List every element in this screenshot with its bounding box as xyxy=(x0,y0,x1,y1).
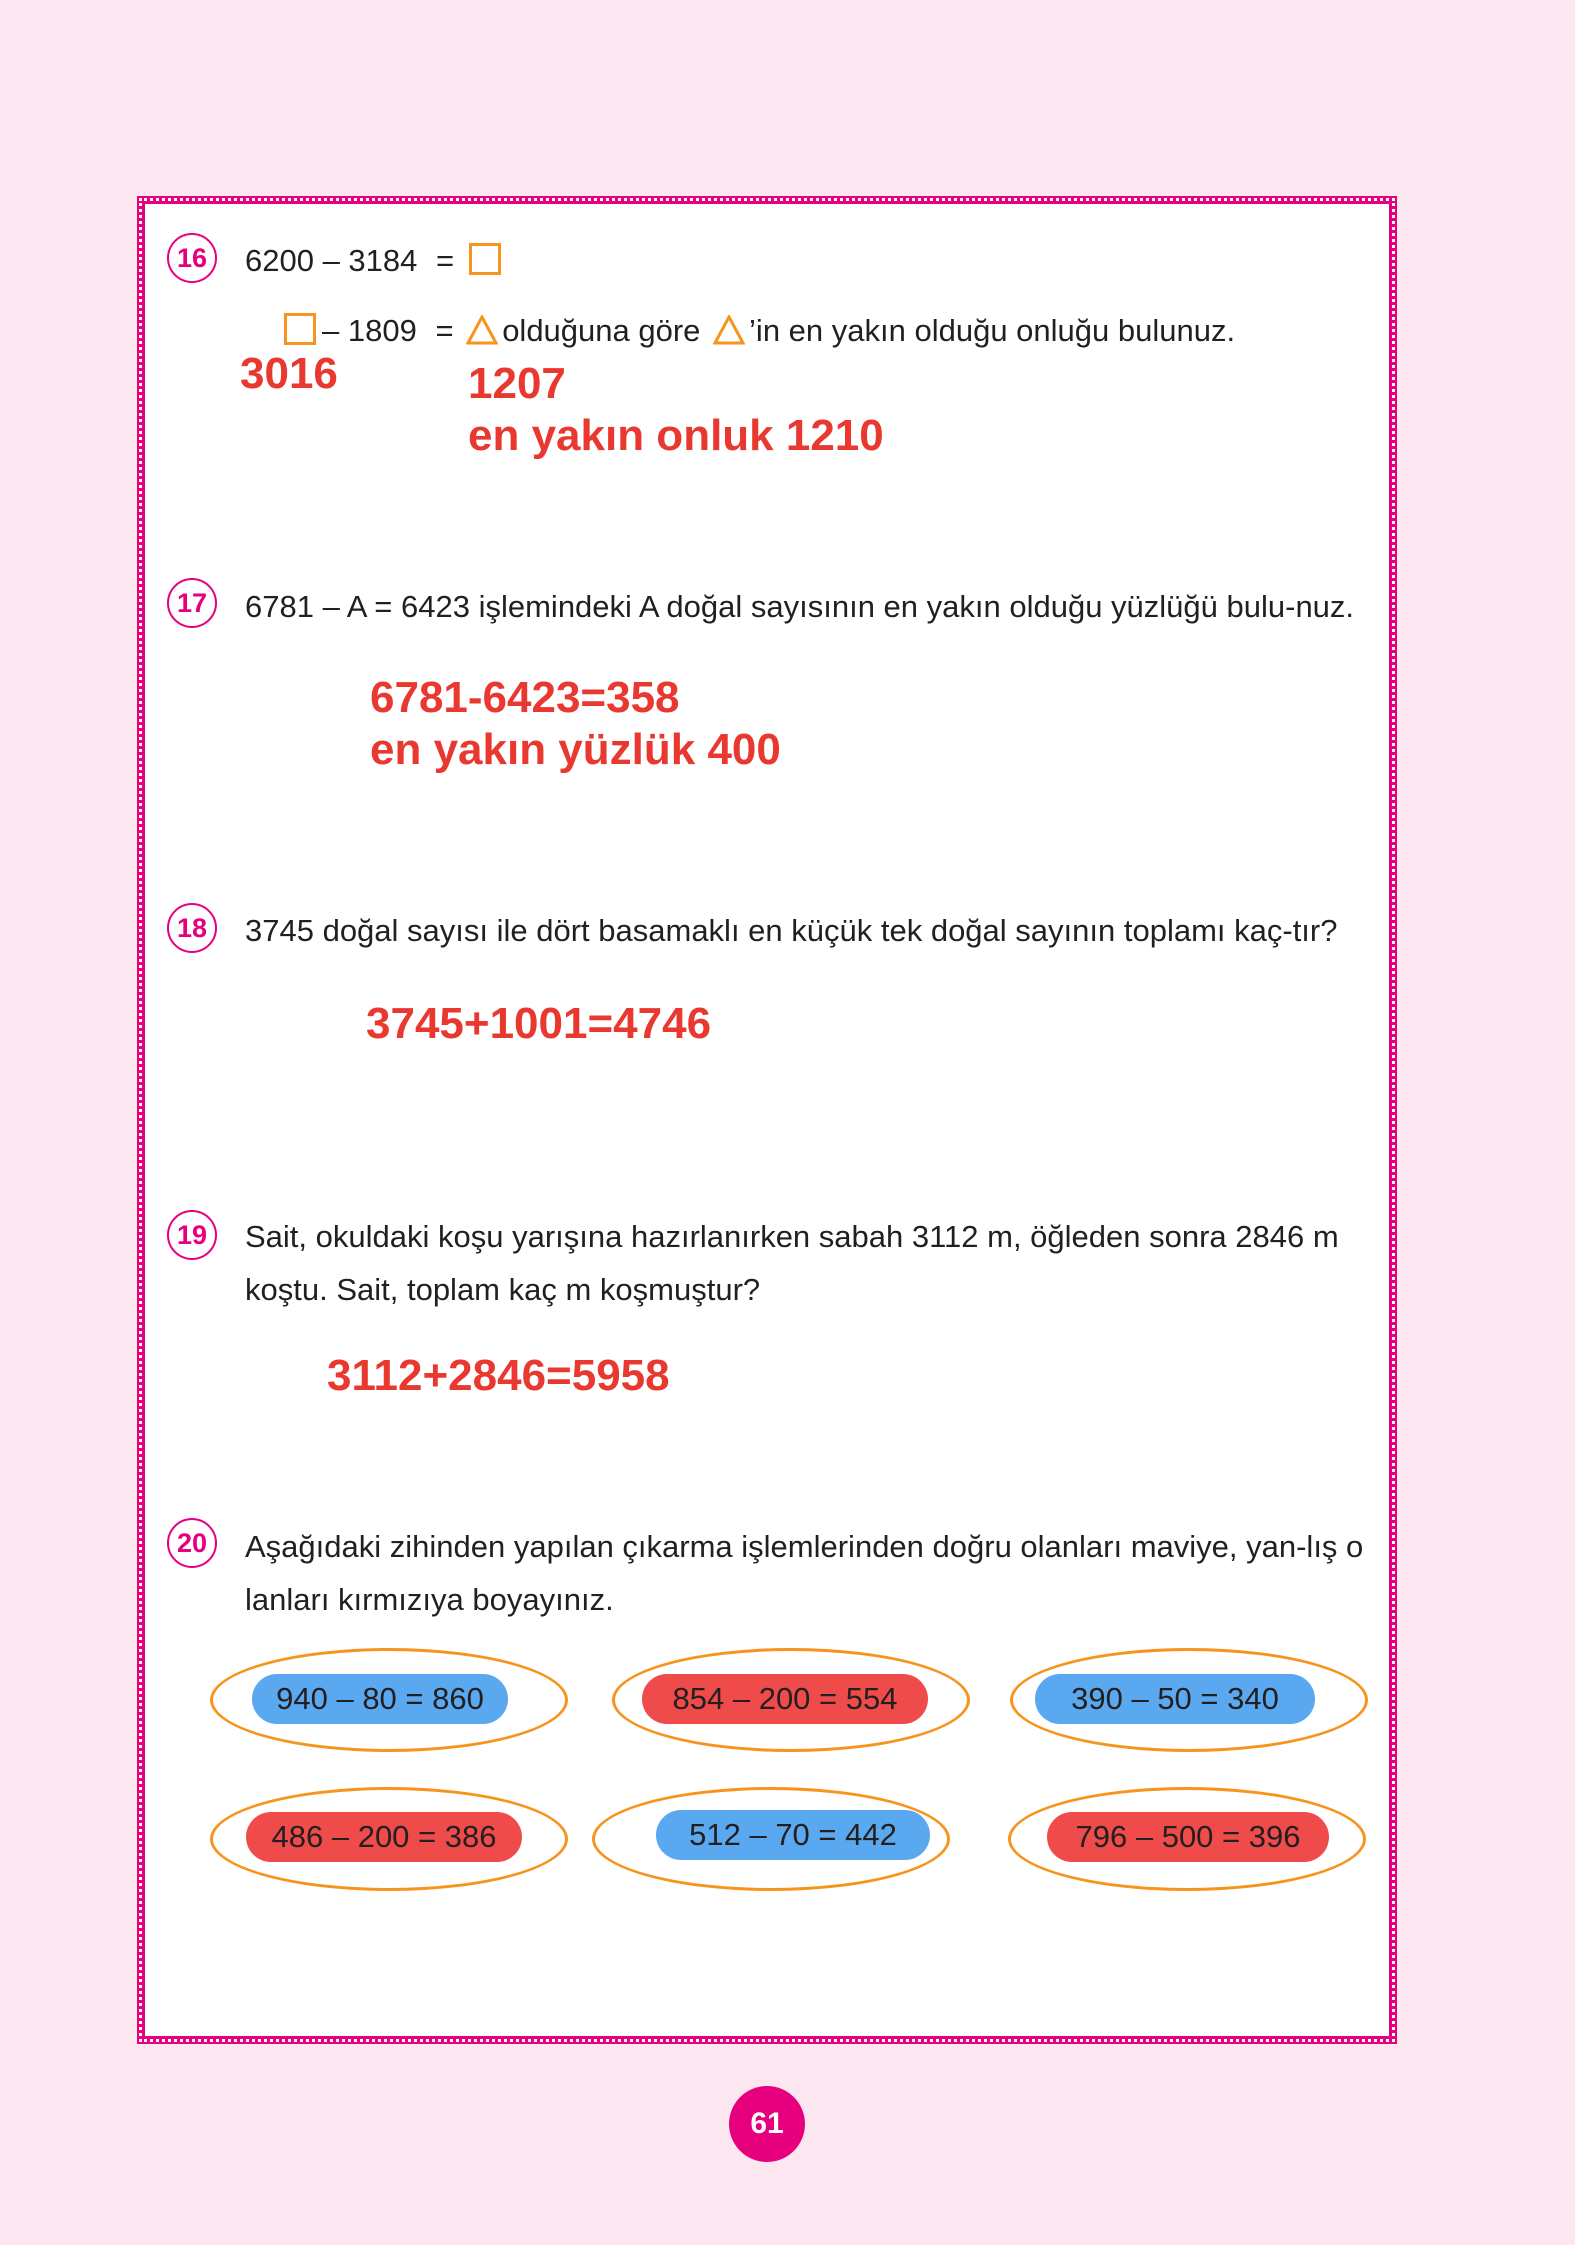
question-number-19: 19 xyxy=(167,1210,217,1260)
q16-subtract: – 1809 xyxy=(322,313,417,348)
q19-text: Sait, okuldaki koşu yarışına hazırlanırken sabah 3112 m, öğleden sonra 2846 m koştu. Sait, toplam kaç m koşmuştur? xyxy=(245,1219,1339,1307)
equation-pill[interactable]: 390 – 50 = 340 xyxy=(1035,1674,1315,1724)
q17-text: 6781 – A = 6423 işlemindeki A doğal sayısının en yakın olduğu yüzlüğü bulu-nuz. xyxy=(245,589,1355,624)
q16-equals: = xyxy=(436,243,455,278)
q16-question: ’in en yakın olduğu onluğu bulunuz. xyxy=(749,313,1236,348)
q16-expression: 6200 – 3184 xyxy=(245,243,418,278)
equation-pill[interactable]: 512 – 70 = 442 xyxy=(656,1810,930,1860)
square-icon xyxy=(469,243,501,275)
triangle-icon xyxy=(713,315,745,345)
q16-answer-box: 3016 xyxy=(240,349,338,398)
equation-pill[interactable]: 796 – 500 = 396 xyxy=(1047,1812,1329,1862)
worksheet-frame xyxy=(137,196,1397,2044)
q16-answer-line2: en yakın onluk 1210 xyxy=(468,411,884,460)
q18-answer: 3745+1001=4746 xyxy=(366,999,712,1048)
question-number-18: 18 xyxy=(167,903,217,953)
q16-condition: olduğuna göre xyxy=(502,313,701,348)
question-number-16: 16 xyxy=(167,233,217,283)
equation-pill[interactable]: 940 – 80 = 860 xyxy=(252,1674,508,1724)
question-number-20: 20 xyxy=(167,1518,217,1568)
question-number-17: 17 xyxy=(167,578,217,628)
q16-line2 xyxy=(284,304,1409,357)
q20-text: Aşağıdaki zihinden yapılan çıkarma işlemlerinden doğru olanları maviye, yan-lış olanları kırmızıya boyayınız. xyxy=(245,1529,1364,1617)
equation-pill[interactable]: 854 – 200 = 554 xyxy=(642,1674,928,1724)
q16-line1 xyxy=(245,234,1370,287)
q17-answer-line1: 6781-6423=358 xyxy=(370,673,680,722)
triangle-icon xyxy=(466,315,498,345)
q16-answer-line1: 1207 xyxy=(468,359,566,408)
q17-answer-line2: en yakın yüzlük 400 xyxy=(370,725,781,774)
page-number: 61 xyxy=(729,2086,805,2162)
q19-answer: 3112+2846=5958 xyxy=(327,1351,670,1400)
q16-equals-2: = xyxy=(435,313,454,348)
q18-text: 3745 doğal sayısı ile dört basamaklı en küçük tek doğal sayının toplamı kaç-tır? xyxy=(245,913,1338,948)
square-icon xyxy=(284,313,316,345)
equation-pill[interactable]: 486 – 200 = 386 xyxy=(246,1812,522,1862)
